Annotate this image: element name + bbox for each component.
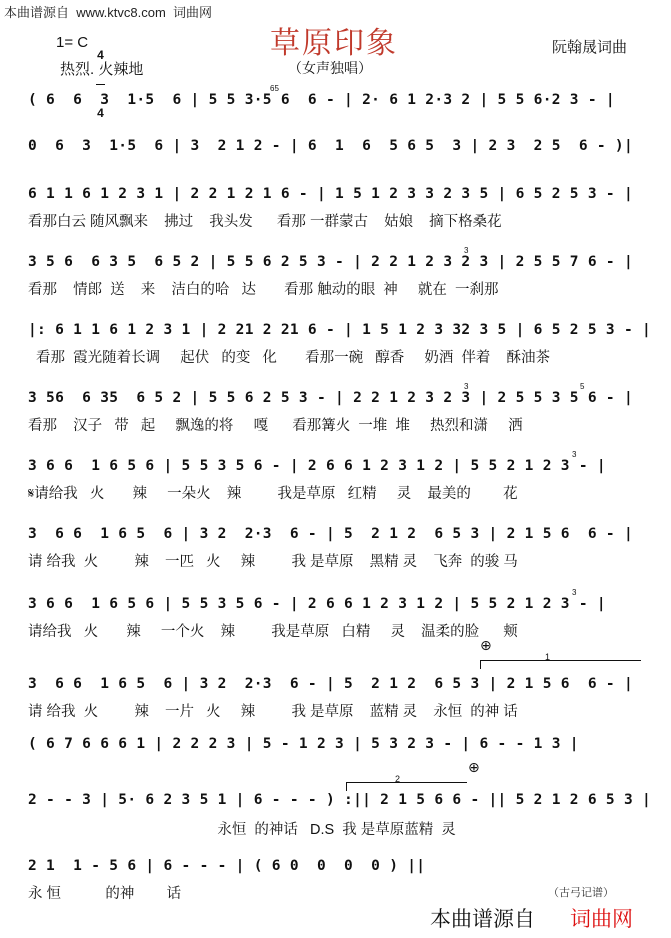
grace-note-3-row9: 3: [572, 588, 577, 597]
notation-row-3: 6 1 1 6 1 2 3 1 | 2 2 1 2 1 6 - | 1 5 1 2 3 3 2 3 5 | 6 5 2 5 3 - |: [28, 186, 633, 202]
song-title: 草原印象: [270, 26, 398, 61]
notation-row-5: |: 6 1 1 6 1 2 3 1 | 2 21 2 21 6 - | 1 5 1 2 3 32 3 5 | 6 5 2 5 3 - |: [28, 322, 652, 338]
grace-note-3-row4: 3: [464, 246, 469, 255]
lyrics-row-6: 看那 汉子 带 起 飘逸的将 嘎 看那篝火 一堆 堆 热烈和潇 洒: [28, 418, 523, 434]
lyrics-row-4: 看那 情郎 送 来 洁白的哈 达 看那 触动的眼 神 就在 一刹那: [28, 282, 499, 298]
coda-sign-1: ⊕: [480, 638, 492, 654]
lyrics-row-8: 请 给我 火 辣 一匹 火 辣 我 是草原 黑精 灵 飞奔 的骏 马: [28, 554, 518, 570]
lyrics-row-5: 看那 霞光随着长调 起伏 的变 化 看那一碗 醇香 奶酒 伴着 酥油茶: [28, 350, 551, 366]
notation-row-1: ( 6 6 3 1·5 6 | 5 5 3·5 6 6 - | 2· 6 1 2·3 2 | 5 5 6·2 3 - |: [28, 92, 615, 108]
grace-note-3-row7: 3: [572, 450, 577, 459]
time-signature-bottom: 4: [97, 106, 104, 120]
notation-row-2: 0 6 3 1·5 6 | 3 2 1 2 - | 6 1 6 5 6 5 3 | 2 3 2 5 6 - )|: [28, 138, 633, 154]
lyrics-row-13: 永 恒 的神 话: [28, 886, 182, 902]
lyrics-row-9: 请给我 火 辣 一个火 辣 我是草原 白精 灵 温柔的脸 颊: [28, 624, 518, 640]
notation-row-13: 2 1 1 - 5 6 | 6 - - - | ( 6 0 0 0 0 ) ||: [28, 858, 426, 874]
coda-sign-2: ⊕: [468, 760, 480, 776]
footer-site-name: 词曲网: [570, 908, 633, 931]
notation-row-8: 3 6 6 1 6 5 6 | 3 2 2·3 6 - | 5 2 1 2 6 5 3 | 2 1 5 6 6 - |: [28, 526, 633, 542]
tempo-marking: 热烈. 火辣地: [60, 61, 144, 78]
time-signature: [96, 28, 105, 130]
volta-number-1: 1: [545, 652, 551, 662]
transcriber-credit: （古弓记谱）: [548, 887, 614, 899]
time-signature-top: 4: [97, 48, 104, 62]
notation-row-11: ( 6 7 6 6 6 1 | 2 2 2 3 | 5 - 1 2 3 | 5 3 2 3 - | 6 - - 1 3 |: [28, 736, 579, 752]
grace-note-3-row6: 3: [464, 382, 469, 391]
volta-bracket-2: [346, 774, 467, 791]
lyrics-row-10: 请 给我 火 辣 一片 火 辣 我 是草原 蓝精 灵 永恒 的神 话: [28, 704, 518, 720]
lyrics-row-7: 𝄋请给我 火 辣 一朵火 辣 我是草原 红精 灵 最美的 花: [28, 486, 518, 502]
lyrics-row-12: 永恒 的神话 D.S 我 是草原蓝精 灵: [28, 822, 456, 838]
volta-number-2: 2: [395, 774, 401, 784]
composer-credit: 阮翰晟词曲: [552, 39, 628, 56]
notation-row-12: 2 - - 3 | 5· 6 2 3 5 1 | 6 - - - ) :|| 2 1 5 6 6 - || 5 2 1 2 6 5 3 |: [28, 792, 652, 808]
key-signature: 1= C: [56, 34, 89, 51]
grace-note-5-row6: 5: [580, 382, 585, 391]
top-watermark: 本曲谱源自 www.ktvc8.com 词曲网: [4, 5, 213, 20]
lyrics-row-3: 看那白云 随风飘来 拂过 我头发 看那 一群蒙古 姑娘 摘下格桑花: [28, 214, 502, 230]
notation-row-10: 3 6 6 1 6 5 6 | 3 2 2·3 6 - | 5 2 1 2 6 5 3 | 2 1 5 6 6 - |: [28, 676, 633, 692]
notation-row-6: 3 56 6 35 6 5 2 | 5 5 6 2 5 3 - | 2 2 1 2 3 2 3 | 2 5 5 3 5 6 - |: [28, 390, 633, 406]
footer-source-text: 本曲谱源自: [430, 908, 535, 931]
grace-note-65: 65: [270, 84, 279, 93]
notation-row-9: 3 6 6 1 6 5 6 | 5 5 3 5 6 - | 2 6 6 1 2 3 1 2 | 5 5 2 1 2 3 - |: [28, 596, 606, 612]
volta-bracket-1: [480, 652, 641, 669]
notation-row-7: 3 6 6 1 6 5 6 | 5 5 3 5 6 - | 2 6 6 1 2 3 1 2 | 5 5 2 1 2 3 - |: [28, 458, 606, 474]
singer-note: （女声独唱）: [288, 60, 372, 76]
notation-row-4: 3 5 6 6 3 5 6 5 2 | 5 5 6 2 5 3 - | 2 2 1 2 3 2 3 | 2 5 5 7 6 - |: [28, 254, 633, 270]
